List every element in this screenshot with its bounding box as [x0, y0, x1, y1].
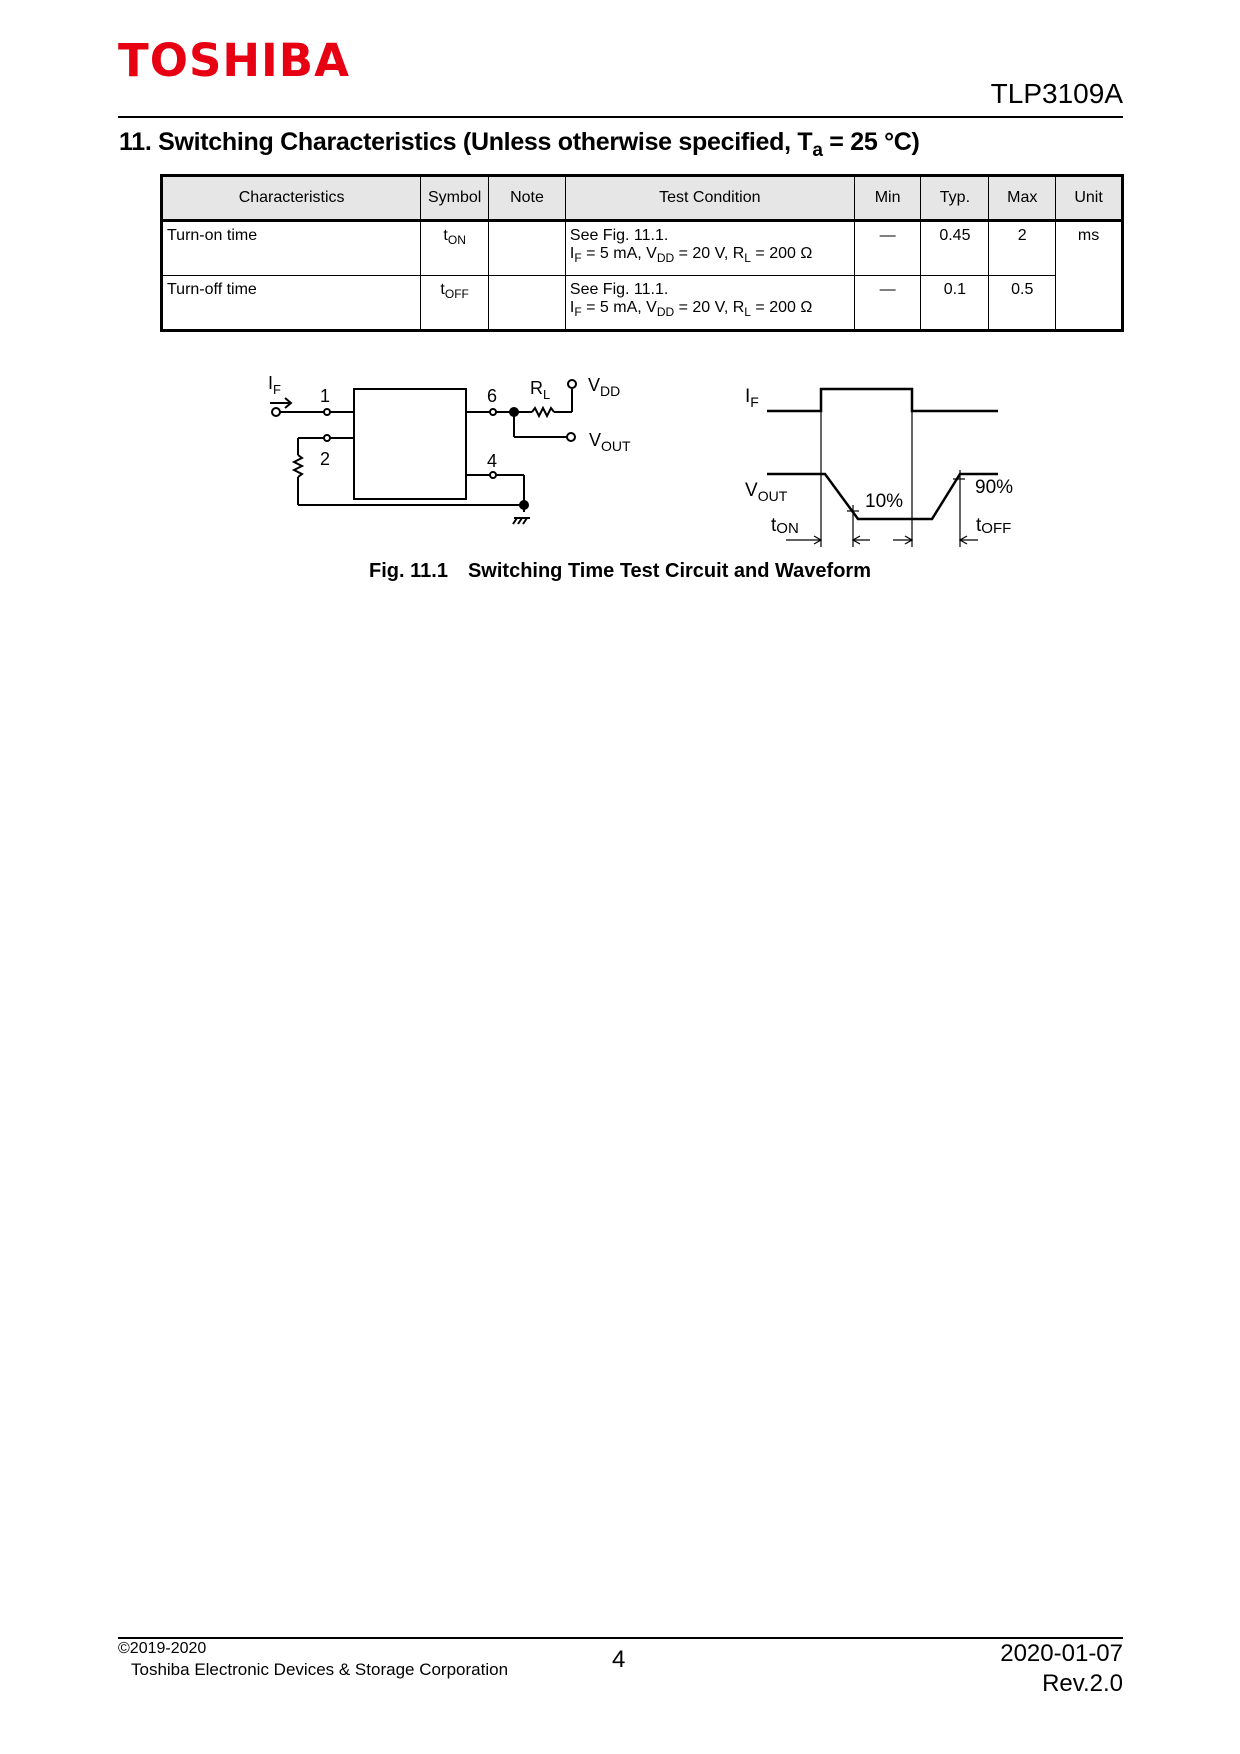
header-divider: [118, 116, 1123, 118]
waveform-labels: [745, 386, 1013, 537]
symbol-cell: $t_{ON}$: [421, 221, 489, 276]
ground-icon: [513, 518, 530, 524]
brand-logo: TOSHIBA: [118, 34, 350, 87]
unit-cell: ms: [1056, 221, 1123, 331]
col-header: Symbol: [421, 176, 489, 221]
if-input-terminal: [272, 408, 280, 416]
footer-divider: [118, 1637, 1123, 1639]
company-name: Toshiba Electronic Devices & Storage Corporation: [131, 1660, 509, 1679]
waveform-vout-label: $V_{OUT}$: [745, 480, 788, 504]
pin-4-label: 4: [487, 451, 498, 471]
col-header: Max: [989, 176, 1056, 221]
test-condition-cell: See Fig. 11.1. $I_F = 5$ mA, $V_{DD} = 20$ V, $R_L = 200$ Ω: [565, 221, 854, 276]
typ-cell: 0.45: [921, 221, 989, 276]
section-title: 11. Switching Characteristics (Unless otherwise specified, $T_a = 25$ °C): [119, 128, 920, 161]
circuit-if-label: $I_F$: [268, 373, 281, 397]
input-resistor: [294, 455, 302, 477]
part-number: TLP3109A: [990, 78, 1123, 109]
characteristic-cell: Turn-off time: [162, 276, 421, 331]
note-cell: [489, 221, 566, 276]
symbol-cell: $t_{OFF}$: [421, 276, 489, 331]
load-resistor: [532, 408, 554, 416]
vout-terminal: [567, 433, 575, 441]
col-header: Unit: [1056, 176, 1123, 221]
col-header: Test Condition: [565, 176, 854, 221]
col-header: Note: [489, 176, 566, 221]
min-cell: —: [854, 221, 921, 276]
toff-label: tOFF: [976, 515, 1012, 537]
col-header: Min: [854, 176, 921, 221]
ton-label: tON: [771, 515, 799, 537]
circuit-labels: [268, 373, 631, 471]
table-header-row: [162, 176, 1123, 221]
ninety-percent-label: 90%: [975, 477, 1014, 498]
pin-1-label: 1: [320, 386, 331, 406]
figure-caption: Fig. 11.1 Switching Time Test Circuit and Waveform: [369, 560, 871, 582]
note-cell: [489, 276, 566, 331]
if-waveform: [767, 389, 998, 411]
max-cell: 2: [989, 221, 1056, 276]
timing-markers: [786, 411, 978, 547]
vdd-terminal: [568, 380, 576, 388]
min-cell: —: [854, 276, 921, 331]
test-circuit-diagram: [270, 380, 576, 524]
waveform-if-label: $I_F$: [745, 386, 759, 410]
pin-2-label: 2: [320, 449, 331, 469]
device-box: [354, 389, 466, 499]
vout-label: $V_{OUT}$: [589, 430, 631, 454]
max-cell: 0.5: [989, 276, 1056, 331]
col-header: Typ.: [921, 176, 989, 221]
switching-characteristics-table: [160, 174, 1124, 332]
vdd-label: $V_{DD}$: [588, 375, 621, 399]
typ-cell: 0.1: [921, 276, 989, 331]
rl-label: $R_L$: [530, 378, 551, 402]
revision: Rev.2.0: [1042, 1670, 1123, 1697]
table-row: [162, 221, 1123, 276]
pin-6-label: 6: [487, 386, 498, 406]
characteristic-cell: Turn-on time: [162, 221, 421, 276]
copyright: ©2019-2020: [118, 1640, 207, 1657]
document-date: 2020-01-07: [1000, 1640, 1123, 1667]
ten-percent-label: 10%: [865, 491, 904, 512]
col-header: Characteristics: [162, 176, 421, 221]
table-row: [162, 276, 1123, 331]
test-condition-cell: See Fig. 11.1. $I_F = 5$ mA, $V_{DD} = 20$ V, $R_L = 200$ Ω: [565, 276, 854, 331]
switching-test-figure: [250, 360, 1030, 560]
page-number: 4: [612, 1646, 626, 1673]
